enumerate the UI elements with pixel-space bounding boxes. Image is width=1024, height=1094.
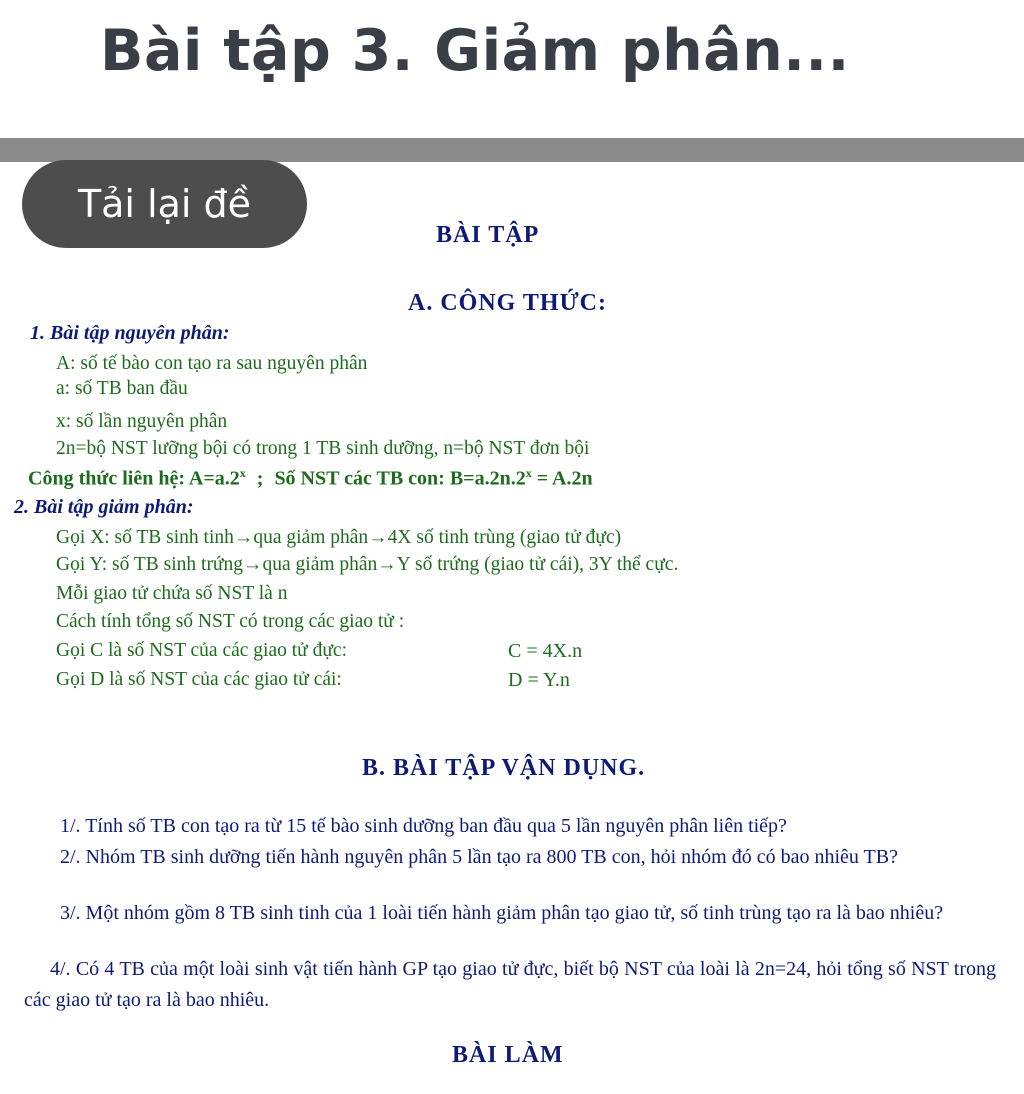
part1-line: x: số lần nguyên phân [56, 411, 228, 432]
formula-separator: ; [256, 467, 264, 490]
formula-c: C = 4X.n [508, 640, 583, 662]
part2-line: Gọi X: số TB sinh tinh→qua giảm phân→4X số tinh trùng (giao tử đực) [56, 527, 622, 548]
part2-line: Gọi D là số NST của các giao tử cái: [56, 669, 342, 690]
part2-line: Cách tính tổng số NST có trong các giao tử : [56, 611, 405, 632]
exercise-item: 4/. Có 4 TB của một loài sinh vật tiến hành GP tạo giao tử đực, biết bộ NST của loài là 2n=24, hỏi tổng số NST trong các giao tử tạo ra là bao nhiêu. [24, 958, 996, 1011]
part2-line: Gọi Y: số TB sinh trứng→qua giảm phân→Y số trứng (giao tử cái), 3Y thể cực. [56, 554, 679, 575]
formula-b-tail: = A.2n [536, 467, 593, 490]
formula-d: D = Y.n [508, 669, 570, 691]
formula-label-2: Số NST các TB con: [274, 467, 445, 490]
formula-b-exponent: x [525, 466, 532, 480]
part1-line: 2n=bộ NST lưỡng bội có trong 1 TB sinh dưỡng, n=bộ NST đơn bội [56, 438, 590, 459]
section-b-heading: B. BÀI TẬP VẬN DỤNG. [362, 755, 646, 781]
exercise-item: 2/. Nhóm TB sinh dưỡng tiến hành nguyên phân 5 lần tạo ra 800 TB con, hỏi nhóm đó có bao nhiêu TB? [60, 846, 898, 868]
formula-a: A=a.2 [188, 467, 240, 490]
formula-line [28, 466, 593, 491]
part2-line: Mỗi giao tử chứa số NST là n [56, 583, 288, 604]
part1-line: a: số TB ban đầu [56, 378, 188, 399]
formula-b: B=a.2n.2 [449, 467, 526, 490]
formula-a-exponent: x [239, 466, 246, 480]
work-heading: BÀI LÀM [452, 1042, 564, 1068]
main-title: BÀI TẬP [436, 222, 540, 248]
part2-line: Gọi C là số NST của các giao tử đực: [56, 640, 348, 661]
formula-label: Công thức liên hệ: [28, 467, 186, 490]
exercise-item: 1/. Tính số TB con tạo ra từ 15 tế bào sinh dưỡng ban đầu qua 5 lần nguyên phân liên tiếp? [60, 815, 787, 837]
page-title: Bài tập 3. Giảm phân... [100, 18, 850, 84]
section-a-heading: A. CÔNG THỨC: [408, 290, 607, 316]
part1-title: 1. Bài tập nguyên phân: [30, 322, 230, 344]
exercise-item: 3/. Một nhóm gồm 8 TB sinh tinh của 1 loài tiến hành giảm phân tạo giao tử, số tinh trùng tạo ra là bao nhiêu? [60, 902, 944, 924]
part1-line: A: số tế bào con tạo ra sau nguyên phân [56, 353, 368, 374]
part2-title: 2. Bài tập giảm phân: [14, 496, 194, 518]
reload-button[interactable]: Tải lại đề [22, 160, 307, 248]
